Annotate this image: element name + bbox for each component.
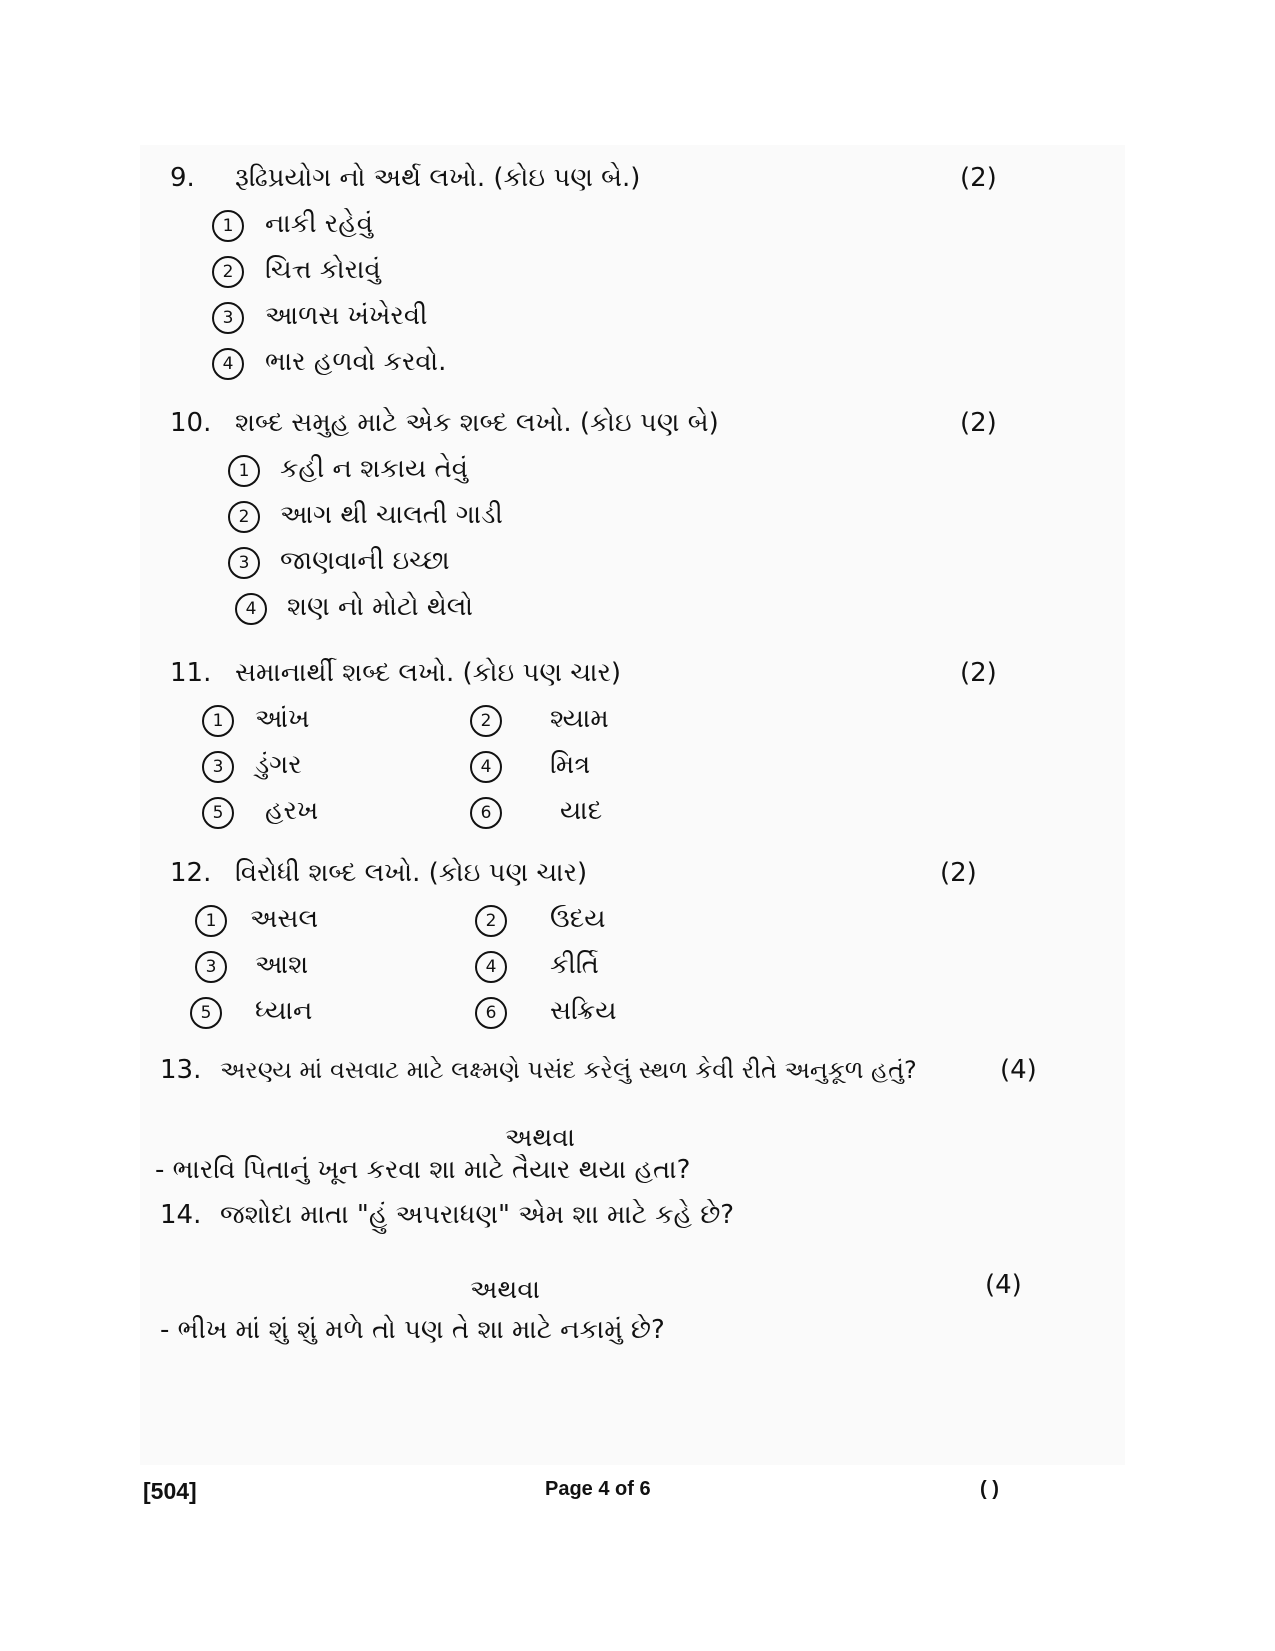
- alternative-question: - ભારવિ પિતાનું ખૂન કરવા શા માટે તૈયાર થયા હતા?: [155, 1155, 691, 1185]
- list-item: [140, 742, 1125, 788]
- option-text: સક્રિય: [550, 996, 617, 1026]
- option-number: 4: [470, 751, 502, 783]
- question-text: વિરોધી શબ્દ લખો. (કોઇ પણ ચાર): [235, 858, 588, 888]
- option-text: ઉદય: [550, 904, 606, 934]
- question-9: [140, 155, 1125, 385]
- footer-parentheses: ( ): [980, 1478, 999, 1500]
- list-item: [140, 247, 1125, 293]
- option-text: ચિત્ત કોરાવું: [265, 255, 381, 285]
- question-number: 11.: [170, 658, 212, 688]
- option-text: આંખ: [255, 704, 310, 734]
- question-text: સમાનાર્થી શબ્દ લખો. (કોઇ પણ ચાર): [235, 658, 622, 688]
- option-number: 4: [212, 348, 244, 380]
- option-number: 4: [475, 951, 507, 983]
- option-text: શ્યામ: [550, 704, 609, 734]
- list-item: [140, 584, 1125, 630]
- option-number: 2: [212, 256, 244, 288]
- or-label: અથવા: [470, 1275, 540, 1305]
- option-number: 2: [228, 501, 260, 533]
- option-text: કહી ન શકાય તેવું: [280, 454, 468, 484]
- option-number: 4: [235, 593, 267, 625]
- or-label: અથવા: [505, 1123, 575, 1153]
- alternative-question: - ભીખ માં શું શું મળે તો પણ તે શા માટે નકામું છે?: [160, 1315, 665, 1345]
- option-number: 1: [212, 210, 244, 242]
- option-text: મિત્ર: [550, 750, 591, 780]
- option-number: 6: [470, 797, 502, 829]
- question-text: રૂઢિપ્રયોગ નો અર્થ લખો. (કોઇ પણ બે.): [235, 163, 641, 193]
- question-marks: (4): [1000, 1055, 1037, 1085]
- question-number: 9.: [170, 163, 195, 193]
- option-number: 1: [195, 905, 227, 937]
- list-item: [140, 988, 1125, 1034]
- question-text: અરણ્ય માં વસવાટ માટે લક્ષ્મણે પસંદ કરેલું સ્થળ કેવી રીતે અનુકૂળ હતું?: [220, 1056, 917, 1084]
- option-text: ધ્યાન: [255, 996, 313, 1026]
- option-number: 5: [202, 797, 234, 829]
- option-text: અસલ: [250, 904, 319, 934]
- list-item: [140, 339, 1125, 385]
- question-number: 14.: [160, 1200, 202, 1230]
- question-13: [140, 1050, 1125, 1200]
- option-number: 1: [228, 455, 260, 487]
- option-text: ડુંગર: [255, 750, 302, 780]
- option-text: ભાર હળવો કરવો.: [265, 347, 447, 377]
- list-item: [140, 788, 1125, 834]
- list-item: [140, 446, 1125, 492]
- option-number: 3: [202, 751, 234, 783]
- page-footer: [0, 1478, 1275, 1518]
- option-number: 2: [470, 705, 502, 737]
- list-item: [140, 201, 1125, 247]
- question-marks: (4): [985, 1270, 1022, 1300]
- question-marks: (2): [960, 408, 997, 438]
- option-text: આગ થી ચાલતી ગાડી: [280, 500, 503, 530]
- question-text: જશોદા માતા "હું અપરાધણ" એમ શા માટે કહે છે?: [220, 1200, 735, 1230]
- question-14: [140, 1195, 1125, 1395]
- question-marks: (2): [940, 858, 977, 888]
- question-number: 10.: [170, 408, 212, 438]
- option-text: શણ નો મોટો થેલો: [287, 592, 473, 622]
- option-text: કીર્તિ: [550, 950, 599, 980]
- option-number: 3: [212, 302, 244, 334]
- list-item: [140, 942, 1125, 988]
- question-marks: (2): [960, 658, 997, 688]
- option-number: 3: [195, 951, 227, 983]
- answer-sheet: [140, 145, 1125, 1465]
- option-number: 2: [475, 905, 507, 937]
- option-number: 1: [202, 705, 234, 737]
- question-text: શબ્દ સમુહ માટે એક શબ્દ લખો. (કોઇ પણ બે): [235, 408, 719, 438]
- question-number: 12.: [170, 858, 212, 888]
- question-11: [140, 650, 1125, 834]
- list-item: [140, 492, 1125, 538]
- list-item: [140, 696, 1125, 742]
- list-item: [140, 896, 1125, 942]
- option-text: હરખ: [265, 796, 319, 826]
- question-12: [140, 850, 1125, 1034]
- question-marks: (2): [960, 163, 997, 193]
- option-number: 5: [190, 997, 222, 1029]
- option-text: જાણવાની ઇચ્છા: [280, 546, 450, 576]
- paper-code: [504]: [143, 1478, 197, 1504]
- option-text: આશ: [255, 950, 309, 980]
- question-number: 13.: [160, 1055, 202, 1085]
- page-number: Page 4 of 6: [545, 1478, 651, 1500]
- option-number: 3: [228, 547, 260, 579]
- question-10: [140, 400, 1125, 630]
- option-text: આળસ ખંખેરવી: [265, 301, 428, 331]
- option-text: યાદ: [560, 796, 603, 826]
- list-item: [140, 538, 1125, 584]
- option-number: 6: [475, 997, 507, 1029]
- list-item: [140, 293, 1125, 339]
- option-text: નાકી રહેવું: [265, 209, 373, 239]
